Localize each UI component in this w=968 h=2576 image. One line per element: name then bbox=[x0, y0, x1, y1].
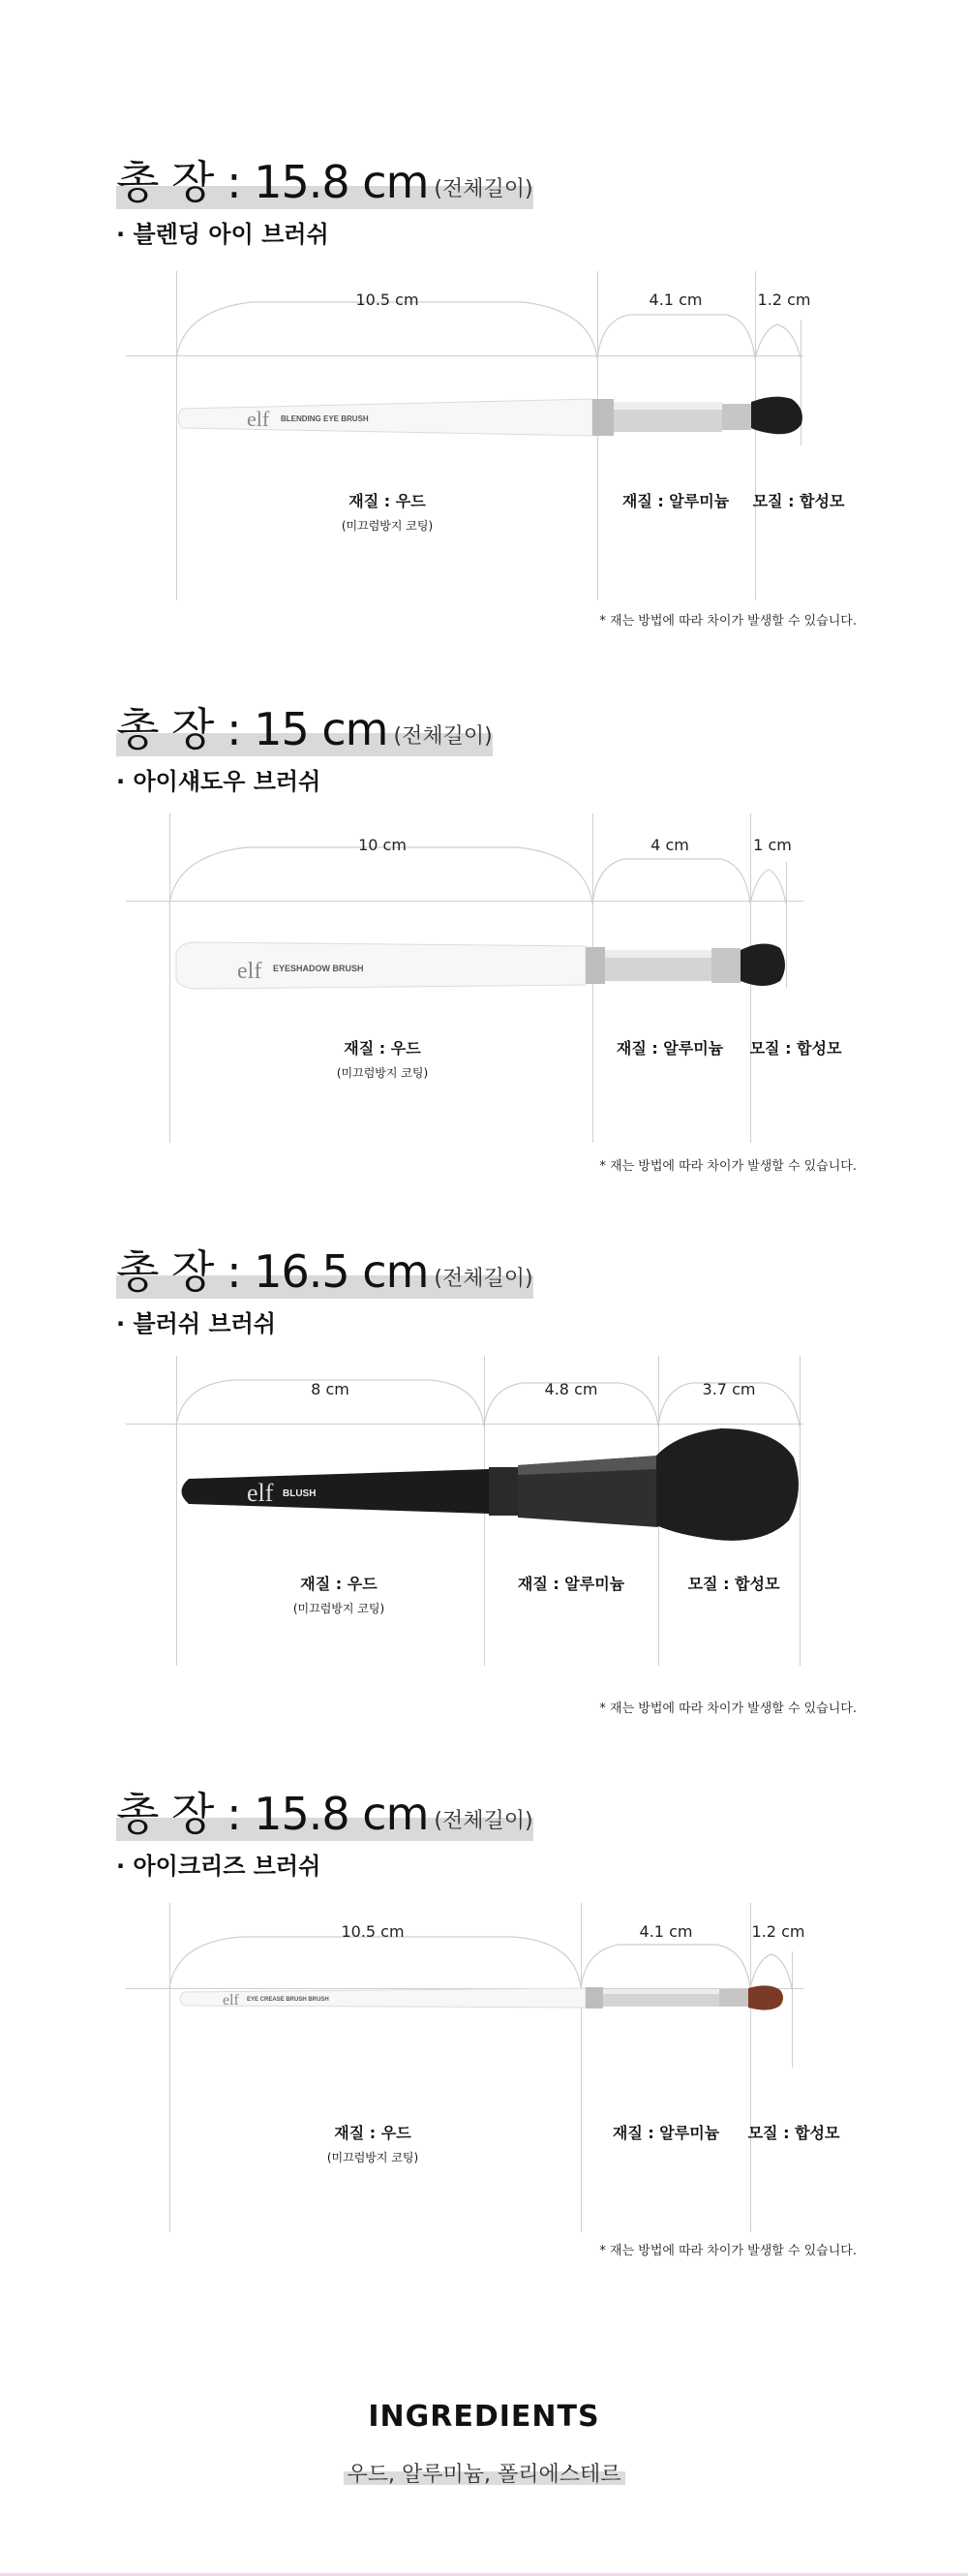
svg-text:BLUSH: BLUSH bbox=[283, 1488, 317, 1499]
total-length-caption: (전체길이) bbox=[434, 1809, 533, 1833]
svg-text:elf: elf bbox=[247, 1479, 274, 1507]
ingredients-list: 우드, 알루미늄, 폴리에스테르 bbox=[344, 2458, 625, 2488]
total-length-caption: (전체길이) bbox=[434, 177, 533, 201]
material-bristle: 모질 : 합성모 bbox=[752, 492, 845, 510]
material-ferrule: 재질 : 알루미늄 bbox=[517, 1575, 625, 1593]
measurement-note: * 재는 방법에 따라 차이가 발생할 수 있습니다. bbox=[599, 614, 857, 629]
ingredients-title: INGREDIENTS bbox=[368, 2400, 600, 2434]
material-bristle: 모질 : 합성모 bbox=[749, 1039, 842, 1058]
measurement-note: * 재는 방법에 따라 차이가 발생할 수 있습니다. bbox=[599, 1159, 857, 1174]
total-length-value: 총 장 : 16.5 cm bbox=[116, 1245, 429, 1298]
dimension-bristle: 1.2 cm bbox=[751, 1922, 805, 1941]
dimension-ferrule: 4.1 cm bbox=[649, 291, 703, 309]
dimension-handle: 8 cm bbox=[311, 1380, 349, 1398]
measurement-note: * 재는 방법에 따라 차이가 발생할 수 있습니다. bbox=[599, 2244, 857, 2258]
total-length-caption: (전체길이) bbox=[434, 1267, 533, 1291]
total-length-value: 총 장 : 15.8 cm bbox=[116, 156, 429, 208]
svg-text:elf: elf bbox=[223, 1992, 239, 2009]
total-length-value: 총 장 : 15 cm bbox=[116, 703, 388, 755]
material-handle: 재질 : 우드 (미끄럼방지 코팅) bbox=[336, 1039, 429, 1080]
dimension-bristle: 1.2 cm bbox=[757, 291, 811, 309]
measurement-note: * 재는 방법에 따라 차이가 발생할 수 있습니다. bbox=[599, 1702, 857, 1716]
svg-text:EYE CREASE BRUSH BRUSH: EYE CREASE BRUSH BRUSH bbox=[247, 1997, 329, 2003]
brush-name: · 블렌딩 아이 브러쉬 bbox=[116, 221, 329, 248]
dimension-bristle: 1 cm bbox=[753, 836, 792, 854]
svg-text:elf: elf bbox=[247, 407, 270, 431]
brush-section-eyeshadow bbox=[0, 702, 968, 1244]
brush-section-eye-crease bbox=[0, 1787, 968, 2329]
material-handle: 재질 : 우드 (미끄럼방지 코팅) bbox=[292, 1575, 385, 1615]
material-handle: 재질 : 우드 (미끄럼방지 코팅) bbox=[326, 2124, 419, 2164]
material-handle: 재질 : 우드 (미끄럼방지 코팅) bbox=[341, 492, 434, 533]
brush-section-blending bbox=[0, 155, 968, 697]
brush-name: · 아이섀도우 브러쉬 bbox=[116, 768, 321, 795]
material-ferrule: 재질 : 알루미늄 bbox=[621, 492, 730, 510]
material-bristle: 모질 : 합성모 bbox=[687, 1575, 780, 1593]
brush-section-blush bbox=[0, 1244, 968, 1787]
dimension-handle: 10.5 cm bbox=[341, 1922, 405, 1941]
dimension-ferrule: 4.8 cm bbox=[544, 1380, 598, 1398]
ingredients-list-wrap bbox=[0, 2458, 968, 2488]
dimension-handle: 10.5 cm bbox=[355, 291, 419, 309]
total-length-caption: (전체길이) bbox=[393, 724, 493, 749]
material-ferrule: 재질 : 알루미늄 bbox=[612, 2124, 720, 2142]
material-bristle: 모질 : 합성모 bbox=[747, 2124, 840, 2142]
svg-text:BLENDING EYE BRUSH: BLENDING EYE BRUSH bbox=[281, 414, 369, 423]
material-ferrule: 재질 : 알루미늄 bbox=[616, 1039, 724, 1058]
svg-text:EYESHADOW BRUSH: EYESHADOW BRUSH bbox=[273, 964, 364, 973]
dimension-bristle: 3.7 cm bbox=[702, 1380, 756, 1398]
brush-name: · 블러쉬 브러쉬 bbox=[116, 1310, 276, 1337]
dimension-ferrule: 4.1 cm bbox=[639, 1922, 693, 1941]
dimension-ferrule: 4 cm bbox=[650, 836, 689, 854]
total-length-value: 총 장 : 15.8 cm bbox=[116, 1788, 429, 1840]
brush-name: · 아이크리즈 브러쉬 bbox=[116, 1853, 321, 1880]
svg-text:elf: elf bbox=[237, 959, 262, 984]
dimension-handle: 10 cm bbox=[358, 836, 407, 854]
